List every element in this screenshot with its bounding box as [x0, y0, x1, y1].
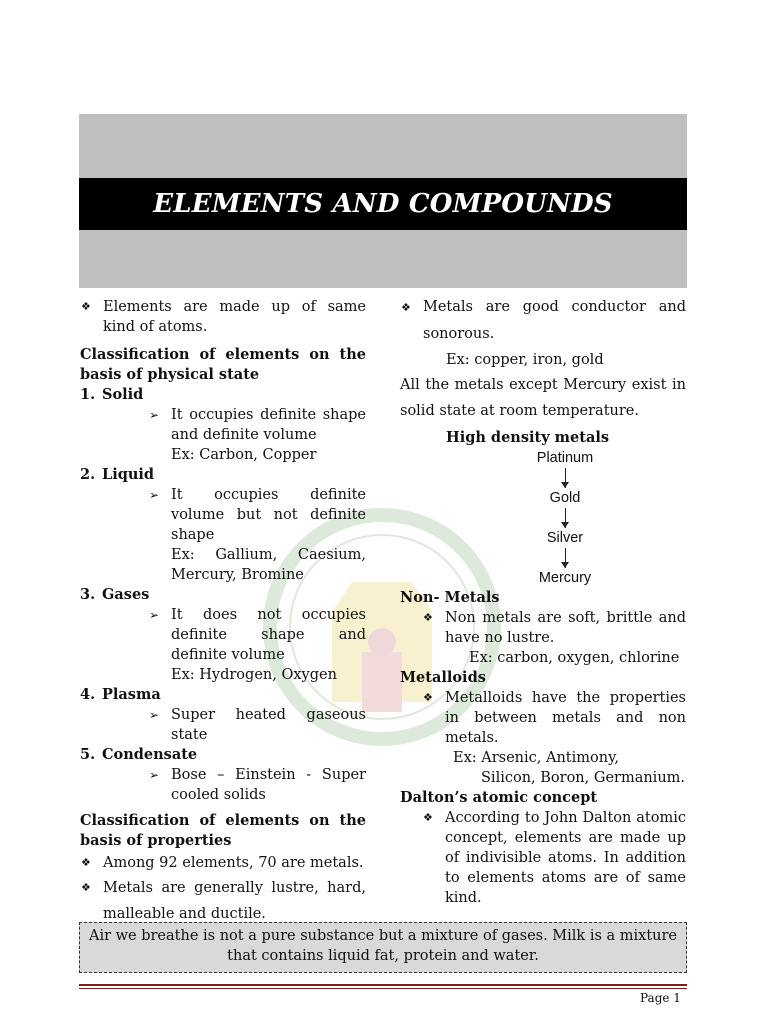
state-condensate-desc: ➢ Bose – Einstein - Super cooled solids	[149, 765, 366, 805]
state-name: Plasma	[102, 686, 161, 703]
metalloids-bullet: ❖ Metalloids have the properties in between metals and non metals.	[422, 688, 686, 748]
properties-heading: Classification of elements on the basis of properties	[80, 812, 366, 849]
state-number: 1.	[80, 386, 96, 403]
metalloids-example-1: Ex: Arsenic, Antimony,	[453, 750, 619, 766]
physical-state-heading: Classification of elements on the basis of physical state	[80, 346, 366, 383]
intro-bullet: ❖ Elements are made up of same kind of atoms.	[80, 297, 366, 337]
nonmetals-example: Ex: carbon, oxygen, chlorine	[469, 650, 680, 666]
state-name: Gases	[102, 586, 150, 603]
down-arrow-icon	[565, 548, 566, 568]
density-item: Silver	[546, 530, 584, 546]
state-name: Condensate	[102, 746, 198, 763]
properties-bullet-1: ❖ Among 92 elements, 70 are metals.	[80, 851, 366, 875]
metals-bullet: ❖ Metals are good conductor and sonorous.	[400, 294, 686, 348]
density-item: Gold	[549, 490, 581, 506]
page-number: Page 1	[640, 991, 681, 1005]
dalton-bullet: ❖ According to John Dalton atomic concept, elements are made up of indivisible atoms. In addition to elements atoms are of same kind.	[422, 808, 686, 908]
mixture-note-box: Air we breathe is not a pure substance but a mixture of gases. Milk is a mixture that contains liquid fat, protein and water.	[79, 922, 687, 973]
state-name: Solid	[102, 386, 144, 403]
down-arrow-icon	[565, 468, 566, 488]
mercury-note: All the metals except Mercury exist in solid state at room temperature.	[400, 377, 686, 419]
state-name: Liquid	[102, 466, 155, 483]
state-number: 3.	[80, 586, 96, 603]
right-column	[400, 297, 686, 908]
state-liquid-desc: ➢ It occupies definite volume but not definite shape	[149, 485, 366, 545]
state-liquid-heading	[80, 465, 366, 485]
metalloids-example-2: Silicon, Boron, Germanium.	[481, 770, 686, 786]
footer-rule	[79, 984, 687, 986]
density-item: Mercury	[538, 570, 592, 586]
state-number: 4.	[80, 686, 96, 703]
state-gases-desc: ➢ It does not occupies definite shape and definite volume	[149, 605, 366, 665]
density-item: Platinum	[536, 450, 594, 466]
state-liquid-example: Ex: Gallium, Caesium, Mercury, Bromine	[171, 547, 366, 583]
state-number: 2.	[80, 466, 96, 483]
properties-bullet-2: ❖ Metals are generally lustre, hard, malleable and ductile.	[80, 875, 366, 927]
state-plasma-heading	[80, 685, 366, 705]
state-solid-example: Ex: Carbon, Copper	[171, 447, 317, 463]
nonmetals-bullet: ❖ Non metals are soft, brittle and have no lustre.	[422, 608, 686, 648]
state-condensate-heading	[80, 745, 366, 765]
state-number: 5.	[80, 746, 96, 763]
state-solid-heading	[80, 385, 366, 405]
metalloids-heading: Metalloids	[400, 669, 486, 686]
state-gases-heading	[80, 585, 366, 605]
density-heading: High density metals	[446, 429, 610, 446]
nonmetals-heading: Non- Metals	[400, 589, 500, 606]
left-column	[80, 297, 366, 927]
state-gases-example: Ex: Hydrogen, Oxygen	[171, 667, 337, 683]
footer-rule-thin	[79, 988, 687, 989]
page-title: ELEMENTS AND COMPOUNDS	[79, 178, 687, 230]
down-arrow-icon	[565, 508, 566, 528]
state-plasma-desc: ➢ Super heated gaseous state	[149, 705, 366, 745]
state-solid-desc: ➢ It occupies definite shape and definite volume	[149, 405, 366, 445]
metals-example: Ex: copper, iron, gold	[446, 352, 604, 368]
density-flow	[465, 448, 665, 588]
dalton-heading: Dalton’s atomic concept	[400, 789, 598, 806]
